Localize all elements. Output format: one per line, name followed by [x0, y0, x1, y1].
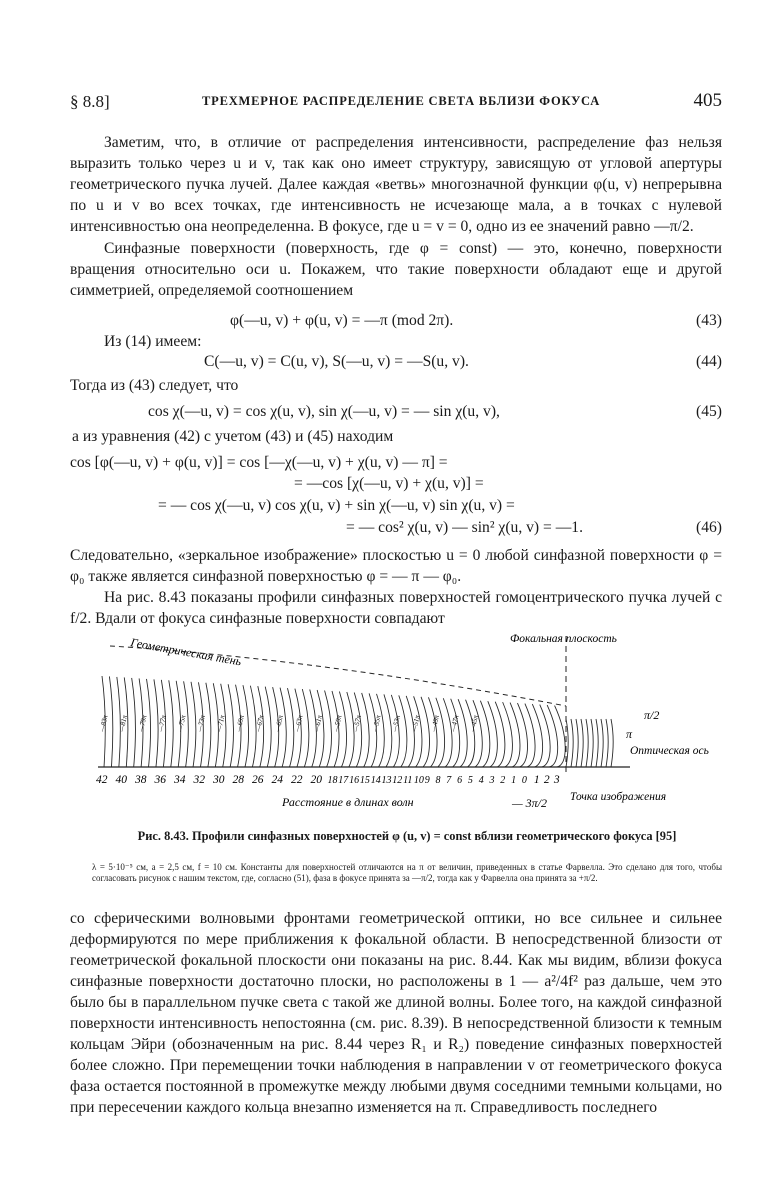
phase-curve [576, 719, 578, 767]
paragraph-cophasal-surfaces: Синфазные поверхности (поверхность, где φ = const) — это, конечно, поверхности вращения относительно оси u. Покажем, что такие поверхности обладают еще и другой симметрией, определяемой соотношением [70, 240, 722, 299]
phase-label: —57π [351, 714, 363, 733]
section-number: § 8.8] [70, 92, 110, 111]
focal-plane-label: Фокальная плоскость [510, 633, 617, 645]
phase-label: —71π [215, 714, 227, 733]
axis-tick-label: 17 [338, 775, 349, 786]
phase-label: —65π [273, 714, 285, 733]
phase-curve [147, 679, 151, 767]
phase-label: —55π [371, 714, 383, 733]
phase-curve [325, 691, 332, 767]
phase-curve [132, 678, 136, 767]
axis-tick-label: 6 [457, 775, 463, 786]
phase-curve [601, 719, 603, 767]
axis-tick-label: 30 [213, 774, 225, 786]
phase-label: —51π [410, 714, 422, 733]
phase-label: —79π [137, 714, 149, 733]
figure-caption: Рис. 8.43. Профили синфазных поверхностей φ (u, v) = const вблизи геометрического фокуса [95] [137, 829, 677, 843]
equation-46-line-2-body: = —cos [χ(—u, v) + χ(u, v)] = [294, 475, 484, 492]
axis-tick-label: 3 [489, 775, 495, 786]
phase-curve [596, 719, 598, 767]
phase-curve [547, 705, 558, 767]
phase-curve [302, 689, 309, 767]
phase-curve [169, 680, 173, 767]
axis-tick-label: 7 [446, 775, 452, 786]
phase-label: —75π [176, 714, 188, 733]
phase-labels [98, 714, 480, 733]
axis-tick-label: 20 [310, 774, 322, 786]
phase-label: —47π [449, 714, 461, 733]
axis-tick-label: 34 [174, 774, 186, 786]
phase-label: —73π [195, 714, 207, 733]
axis-tick-label: 1 [511, 775, 517, 786]
figure-note: λ = 5·10⁻⁵ см, a = 2,5 см, f = 10 см. Константы для поверхностей отличаются на π от величин, приведенных в статье Фарвелла. Это сделано для того, чтобы согласовать рисунок с нашим текстом, где, согласно (51), фаза в фокусе принята за —π/2, тогда как у Фарвелла она принята за +π/2. [92, 862, 722, 883]
axis-tick-label: 18 [327, 775, 338, 786]
phase-label: —45π [468, 714, 480, 733]
phase-label: —67π [254, 714, 266, 733]
phase-label: —77π [156, 714, 168, 733]
phase-label: —81π [117, 714, 129, 733]
distance-label: Расстояние в длинах волн [282, 795, 414, 809]
equation-46-line-4-body: = — cos² χ(u, v) — sin² χ(u, v) = —1. [346, 519, 583, 536]
phase-curve [109, 676, 112, 767]
phase-label: —63π [293, 714, 305, 733]
axis-tick-label: 2 [500, 775, 506, 786]
text-from-14: Из (14) имеем: [104, 333, 202, 350]
minus-3pi-2-label: — 3π/2 [512, 796, 548, 810]
phase-curve [228, 684, 233, 767]
axis-tick-label: 40 [115, 774, 127, 786]
phase-label: —53π [390, 714, 402, 733]
equation-45-number: (45) [696, 403, 722, 420]
image-point-label: Точка изображения [570, 791, 667, 803]
equation-43-number: (43) [696, 312, 722, 329]
cophasal-profiles-plot [70, 624, 722, 824]
axis-tick-label: 12 [392, 775, 403, 786]
equation-45 [70, 403, 722, 425]
axis-tick-label: 5 [467, 775, 473, 786]
phase-label: —49π [429, 714, 441, 733]
equation-43 [70, 312, 722, 334]
phase-curve [555, 706, 566, 767]
paragraph-spherical-fronts: со сферическими волновыми фронтами геометрической оптики, но все сильнее и сильнее деформируются по мере приближения к фокальной области. В непосредственной близости от геометрической фокальной плоскости они показаны на рис. 8.44. Как мы видим, вблизи фокуса синфазные поверхности достаточно плоски, но расположены в 1 — a²/4f² раз дальше, чем это было бы в параллельном пучке света с такой же длиной волны. Более того, на каждой синфазной поверхности интенсивность непостоянна (см. рис. 8.39). В непосредственной близости к темным кольцам Эйри (обозначенным на рис. 8.44 через R₁ и R₂) поведение синфазных поверхностей более сложно. При перемещении точки наблюдения в направлении v от геометрического фокуса фаза остается постоянной в промежутке между любыми двумя соседними темными кольцами, но при пересечении каждого кольца внезапно изменяется на π. Справедливость последнего [70, 910, 722, 1116]
phase-curve [586, 719, 588, 767]
phase-curve [206, 683, 211, 767]
pi-label: π [626, 727, 633, 741]
paragraph-mirror-image: Следовательно, «зеркальное изображение» плоскостью u = 0 любой синфазной поверхности φ = φ₀ также является синфазной поверхностью φ = — π — φ₀. [70, 547, 722, 585]
axis-tick-label: 1 [533, 774, 540, 786]
pi-2-label: π/2 [644, 708, 660, 722]
phase-label: —61π [312, 714, 324, 733]
axis-tick-label: 38 [135, 774, 147, 786]
axis-tick-label: 8 [435, 775, 441, 786]
phase-curve [399, 695, 407, 767]
phase-curve [591, 719, 593, 767]
phase-curve [362, 693, 370, 767]
axis-tick-label: 32 [193, 774, 205, 786]
equation-46-number: (46) [696, 519, 722, 536]
text-then-43: Тогда из (43) следует, что [70, 377, 239, 394]
axis-tick-label: 24 [271, 774, 283, 786]
paragraph-figure-intro: На рис. 8.43 показаны профили синфазных поверхностей гомоцентрического пучка лучей с f/2. Вдали от фокуса синфазные поверхности совпадают [70, 589, 722, 627]
equation-44-number: (44) [696, 353, 722, 370]
axis-tick-label: 3 [553, 774, 560, 786]
optical-axis-label: Оптическая ось [630, 745, 709, 757]
axis-tick-label: 15 [359, 775, 370, 786]
equation-45-body: cos χ(—u, v) = cos χ(u, v), sin χ(—u, v) = — sin χ(u, v), [148, 403, 500, 420]
axis-tick-label: 4 [478, 775, 484, 786]
axis-tick-label: 42 [96, 774, 108, 786]
axis-tick-label: 26 [252, 774, 264, 786]
phase-curve [611, 719, 613, 767]
axis-tick-label: 2 [543, 774, 550, 786]
shadow-label: Геометрическая тень [129, 635, 243, 669]
axis-tick-label: 16 [349, 775, 360, 786]
phase-label: —59π [332, 714, 344, 733]
phase-curve [421, 697, 429, 767]
phase-curve [443, 698, 452, 767]
axis-ticks [96, 774, 560, 786]
phase-curve [571, 719, 573, 767]
text-and-42: а из уравнения (42) с учетом (43) и (45) находим [72, 428, 394, 445]
phase-curve [191, 682, 196, 767]
phase-label: —83π [98, 714, 110, 733]
equation-46-line-4 [70, 519, 722, 541]
axis-tick-label: 0 [521, 775, 527, 786]
axis-tick-label: 36 [154, 774, 166, 786]
axis-tick-label: 9 [424, 775, 430, 786]
axis-tick-label: 11 [403, 775, 413, 786]
axis-tick-label: 13 [381, 775, 392, 786]
equation-46-line-3-body: = — cos χ(—u, v) cos χ(u, v) + sin χ(—u, v) sin χ(u, v) = [158, 497, 515, 514]
axis-tick-label: 28 [232, 774, 244, 786]
running-title: ТРЕХМЕРНОЕ РАСПРЕДЕЛЕНИЕ СВЕТА ВБЛИЗИ ФОКУСА [202, 94, 601, 108]
axis-tick-label: 10 [413, 775, 424, 786]
phase-curve [265, 687, 271, 767]
running-header [70, 92, 722, 114]
equation-46-line-1: cos [φ(—u, v) + φ(u, v)] = cos [—χ(—u, v) + χ(u, v) — π] = [70, 454, 448, 471]
phase-curve [581, 719, 583, 767]
equation-46-line-3 [70, 497, 722, 519]
figure-8-43 [70, 624, 722, 824]
equation-44-body: C(—u, v) = C(u, v), S(—u, v) = —S(u, v). [204, 353, 469, 370]
phase-curve [243, 685, 249, 767]
phase-label: —69π [234, 714, 246, 733]
equation-44 [70, 353, 722, 375]
equation-46-line-2 [70, 475, 722, 497]
equation-43-body: φ(—u, v) + φ(u, v) = —π (mod 2π). [230, 312, 454, 329]
axis-tick-label: 14 [370, 775, 381, 786]
paragraph-phase-distribution: Заметим, что, в отличие от распределения интенсивности, распределение фаз нельзя выразить только через u и v, так как оно имеет структуру, зависящую от угловой апертуры геометрического пучка лучей. Далее каждая «ветвь» многозначной функции φ(u, v) непрерывна по u и v во всех точках, где интенсивность не исчезающе мала, а в точках с нулевой интенсивностью она неопределенна. В фокусе, где u = v = 0, одно из ее значений равно —π/2. [70, 134, 722, 235]
phase-curve [606, 719, 608, 767]
page-number: 405 [693, 90, 722, 111]
axis-tick-label: 22 [291, 774, 303, 786]
